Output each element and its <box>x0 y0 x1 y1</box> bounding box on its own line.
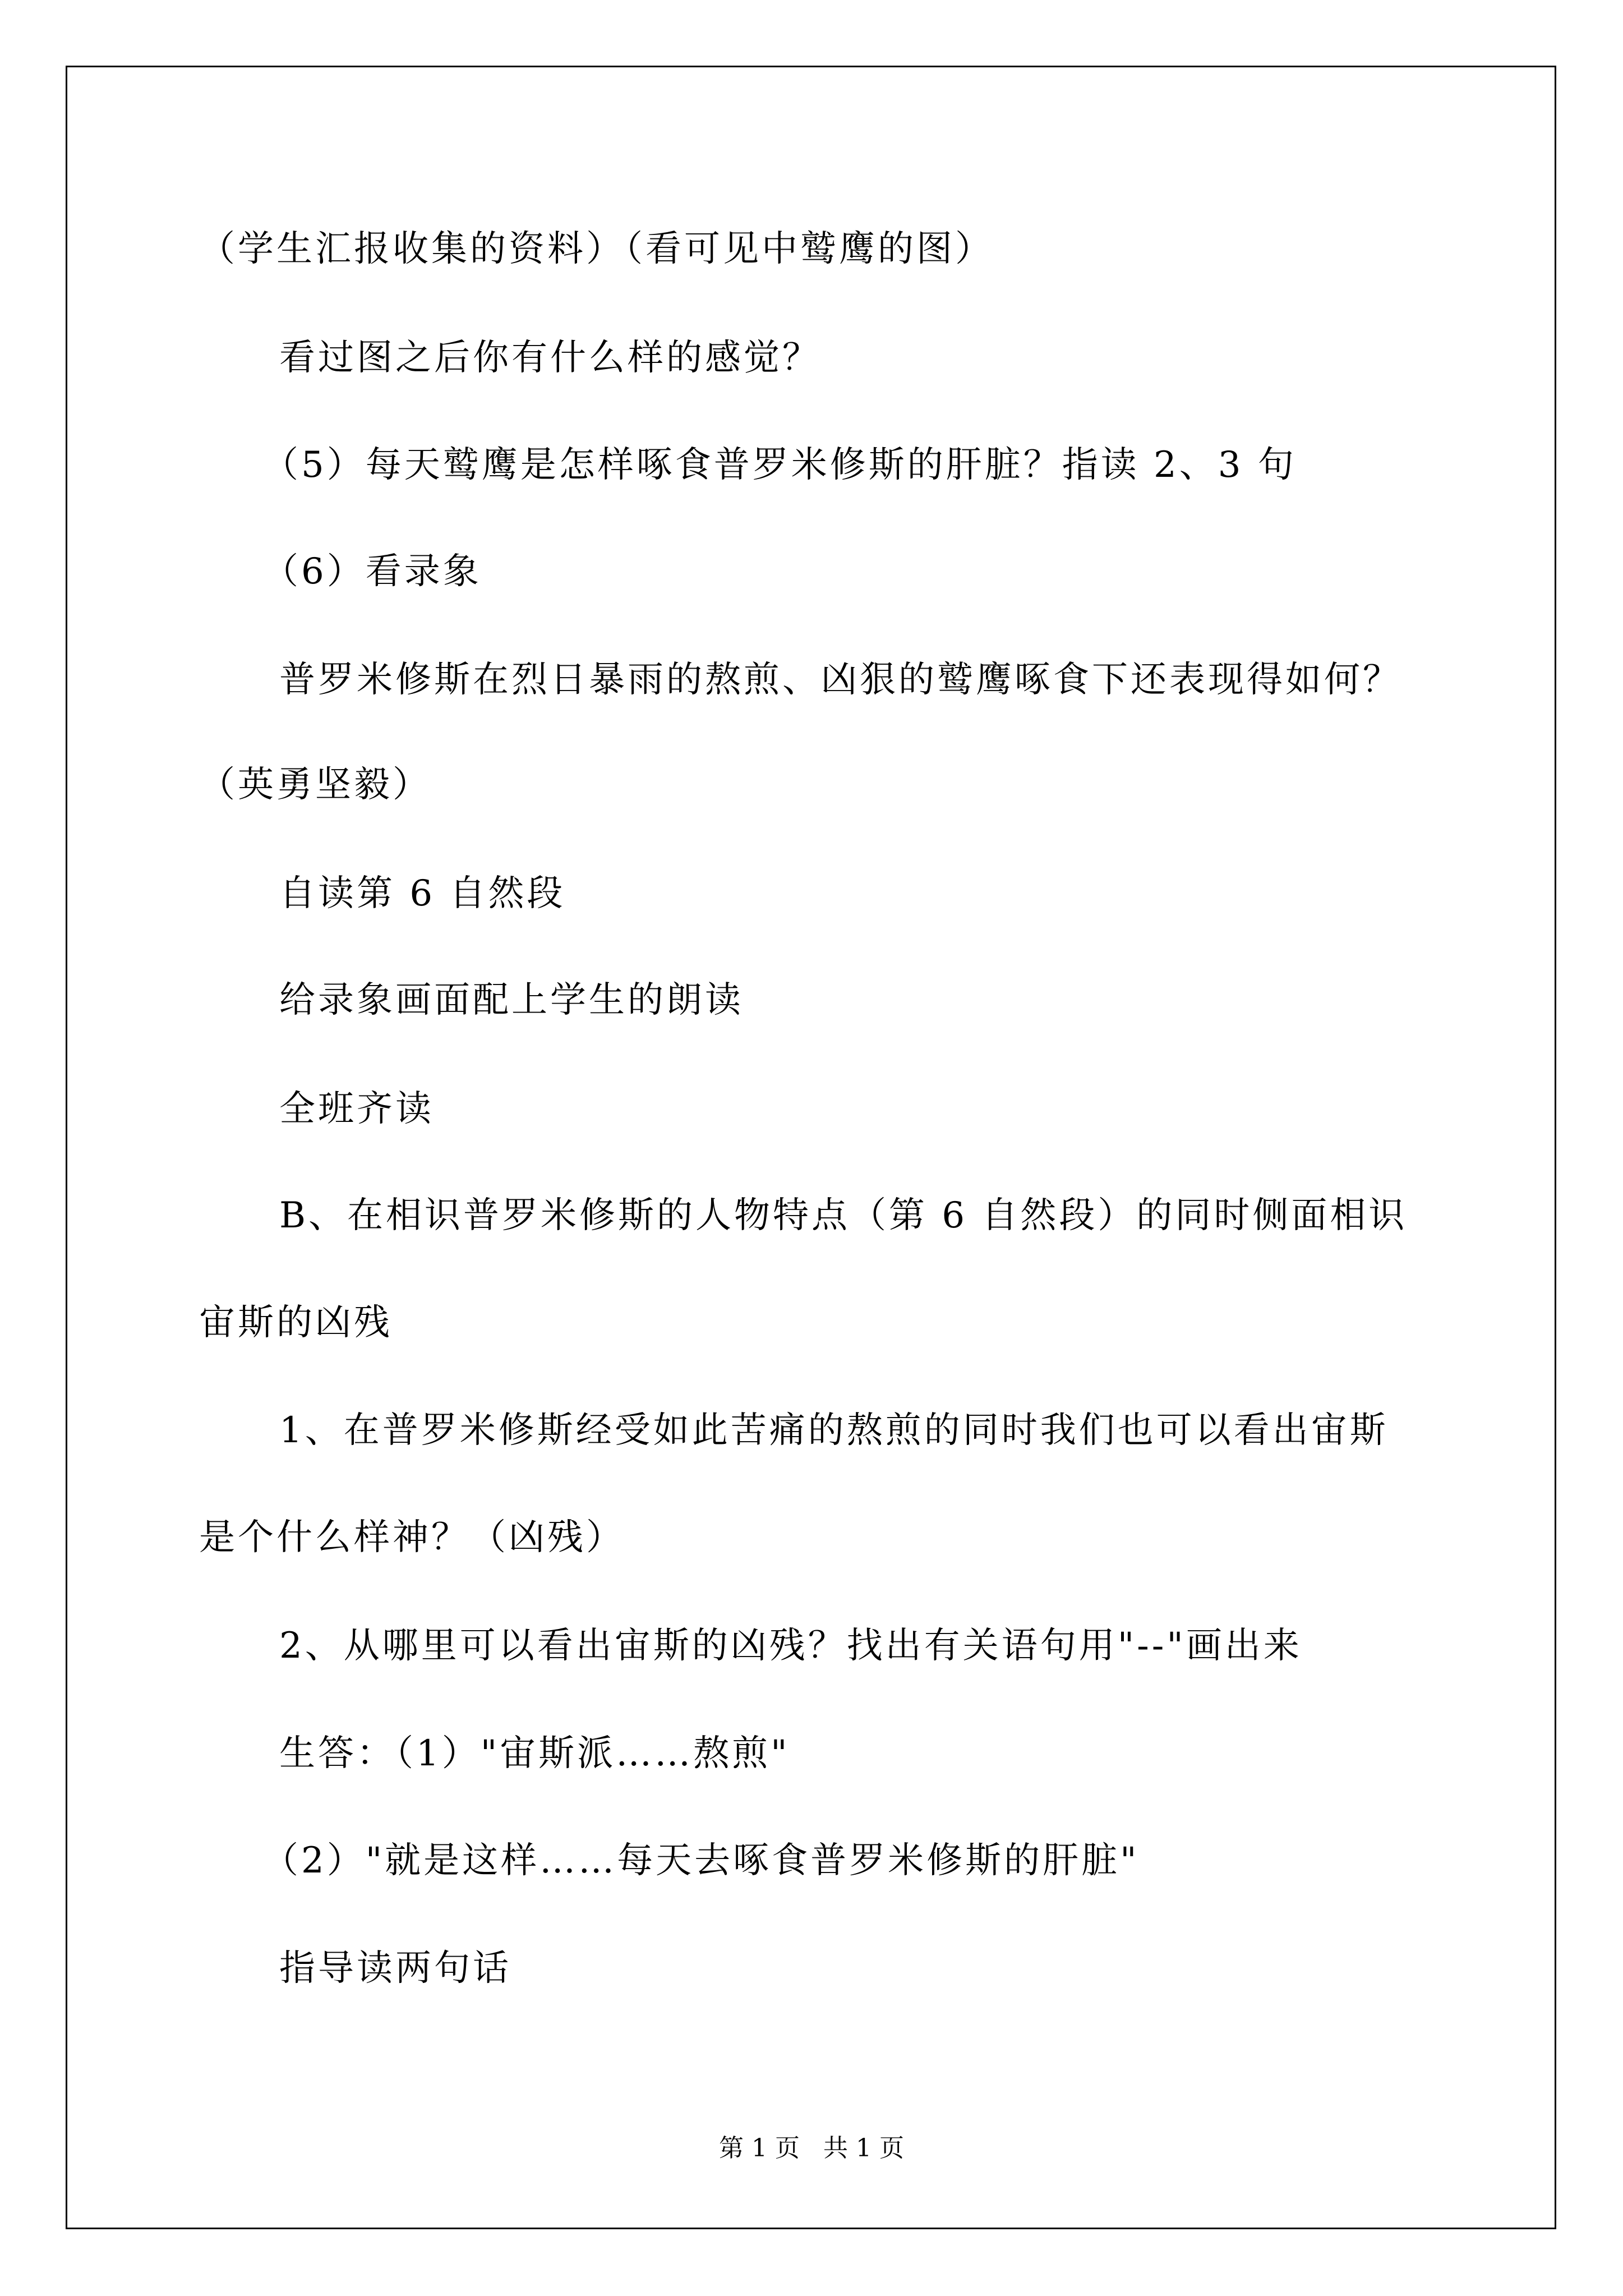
page-footer: 第 1 页 共 1 页 <box>719 2134 904 2162</box>
text-line: 看过图之后你有什么样的感觉？ <box>279 337 821 379</box>
text-line: B、在相识普罗米修斯的人物特点（第 6 自然段）的同时侧面相识 <box>279 1195 1408 1236</box>
text-line: （2）"就是这样……每天去啄食普罗米修斯的肝脏" <box>262 1840 1140 1881</box>
text-line: 1、在普罗米修斯经受如此苦痛的熬煎的同时我们也可以看出宙斯 <box>279 1410 1389 1451</box>
text-line: （学生汇报收集的资料）（看可见中鹫鹰的图） <box>199 228 994 270</box>
text-line: 生答：（1）"宙斯派……熬煎" <box>279 1733 790 1774</box>
text-line: 指导读两句话 <box>279 1948 511 1989</box>
text-line: 宙斯的凶残 <box>199 1302 393 1343</box>
text-line: 全班齐读 <box>279 1088 434 1130</box>
text-line: 是个什么样神？（凶残） <box>199 1517 625 1558</box>
page-border <box>66 66 1556 2229</box>
text-line: （6）看录象 <box>262 551 482 592</box>
text-line: （英勇坚毅） <box>199 764 431 806</box>
text-line: 给录象画面配上学生的朗读 <box>279 979 744 1021</box>
text-line: 2、从哪里可以看出宙斯的凶残？找出有关语句用"--"画出来 <box>279 1625 1302 1667</box>
text-line: （5）每天鹫鹰是怎样啄食普罗米修斯的肝脏？指读 2、3 句 <box>262 444 1297 486</box>
text-line: 自读第 6 自然段 <box>279 873 566 914</box>
text-line: 普罗米修斯在烈日暴雨的熬煎、凶狠的鹫鹰啄食下还表现得如何？ <box>279 659 1401 701</box>
